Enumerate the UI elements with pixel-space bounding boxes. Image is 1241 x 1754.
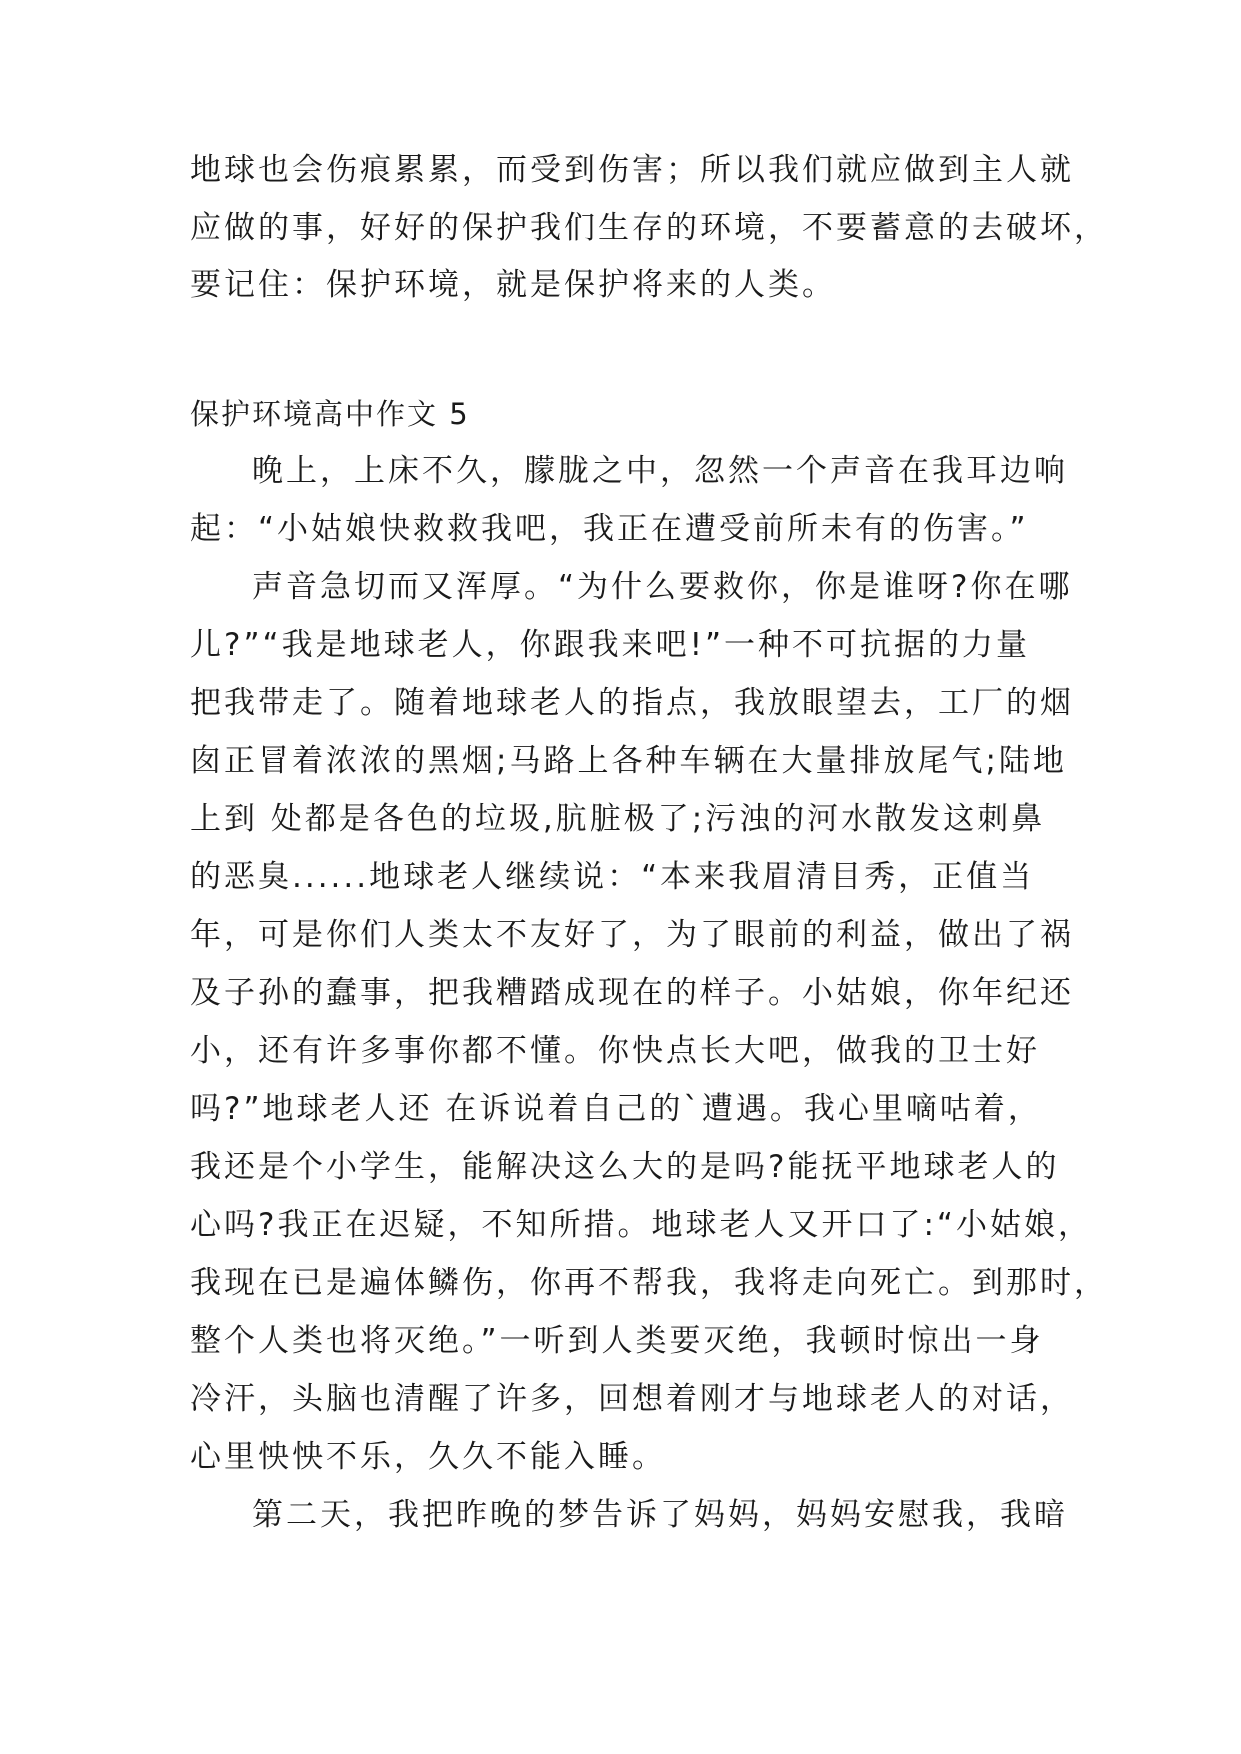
text-line: 的恶臭......地球老人继续说：“本来我眉清目秀，正值当 — [190, 859, 1035, 895]
text-line: 囱正冒着浓浓的黑烟;马路上各种车辆在大量排放尾气;陆地 — [190, 743, 1067, 779]
text-line: 儿?”“我是地球老人，你跟我来吧!”一种不可抗据的力量 — [190, 627, 1031, 663]
text-line: 把我带走了。随着地球老人的指点，我放眼望去，工厂的烟 — [190, 685, 1074, 721]
text-line: 心里怏怏不乐，久久不能入睡。 — [190, 1439, 666, 1475]
text-line: 我还是个小学生，能解决这么大的是吗?能抚平地球老人的 — [190, 1149, 1060, 1185]
text-line: 第二天，我把昨晚的梦告诉了妈妈，妈妈安慰我，我暗 — [252, 1497, 1068, 1533]
text-line: 吗?”地球老人还 在诉说着自己的`遭遇。我心里嘀咕着， — [190, 1091, 1042, 1127]
text-line: 要记住：保护环境，就是保护将来的人类。 — [190, 267, 836, 303]
text-line: 上到 处都是各色的垃圾,肮脏极了;污浊的河水散发这刺鼻 — [190, 801, 1046, 837]
text-line: 冷汗，头脑也清醒了许多，回想着刚才与地球老人的对话， — [190, 1381, 1074, 1417]
text-line: 心吗?我正在迟疑，不知所措。地球老人又开口了:“小姑娘， — [190, 1207, 1092, 1243]
text-line: 地球也会伤痕累累，而受到伤害；所以我们就应做到主人就 — [190, 152, 1074, 188]
text-line: 我现在已是遍体鳞伤，你再不帮我，我将走向死亡。到那时， — [190, 1265, 1108, 1301]
section-title: 保护环境高中作文 5 — [190, 397, 470, 431]
text-line: 声音急切而又浑厚。“为什么要救你，你是谁呀?你在哪 — [252, 569, 1073, 605]
text-line: 应做的事，好好的保护我们生存的环境，不要蓄意的去破坏， — [190, 210, 1108, 246]
text-line: 晚上，上床不久，朦胧之中，忽然一个声音在我耳边响 — [252, 453, 1068, 489]
text-line: 整个人类也将灭绝。”一听到人类要灭绝，我顿时惊出一身 — [190, 1323, 1044, 1359]
text-line: 起：“小姑娘快救救我吧，我正在遭受前所未有的伤害。” — [190, 511, 1029, 547]
text-line: 小，还有许多事你都不懂。你快点长大吧，做我的卫士好 — [190, 1033, 1040, 1069]
text-line: 年，可是你们人类太不友好了，为了眼前的利益，做出了祸 — [190, 917, 1074, 953]
text-line: 及子孙的蠢事，把我糟踏成现在的样子。小姑娘，你年纪还 — [190, 975, 1074, 1011]
